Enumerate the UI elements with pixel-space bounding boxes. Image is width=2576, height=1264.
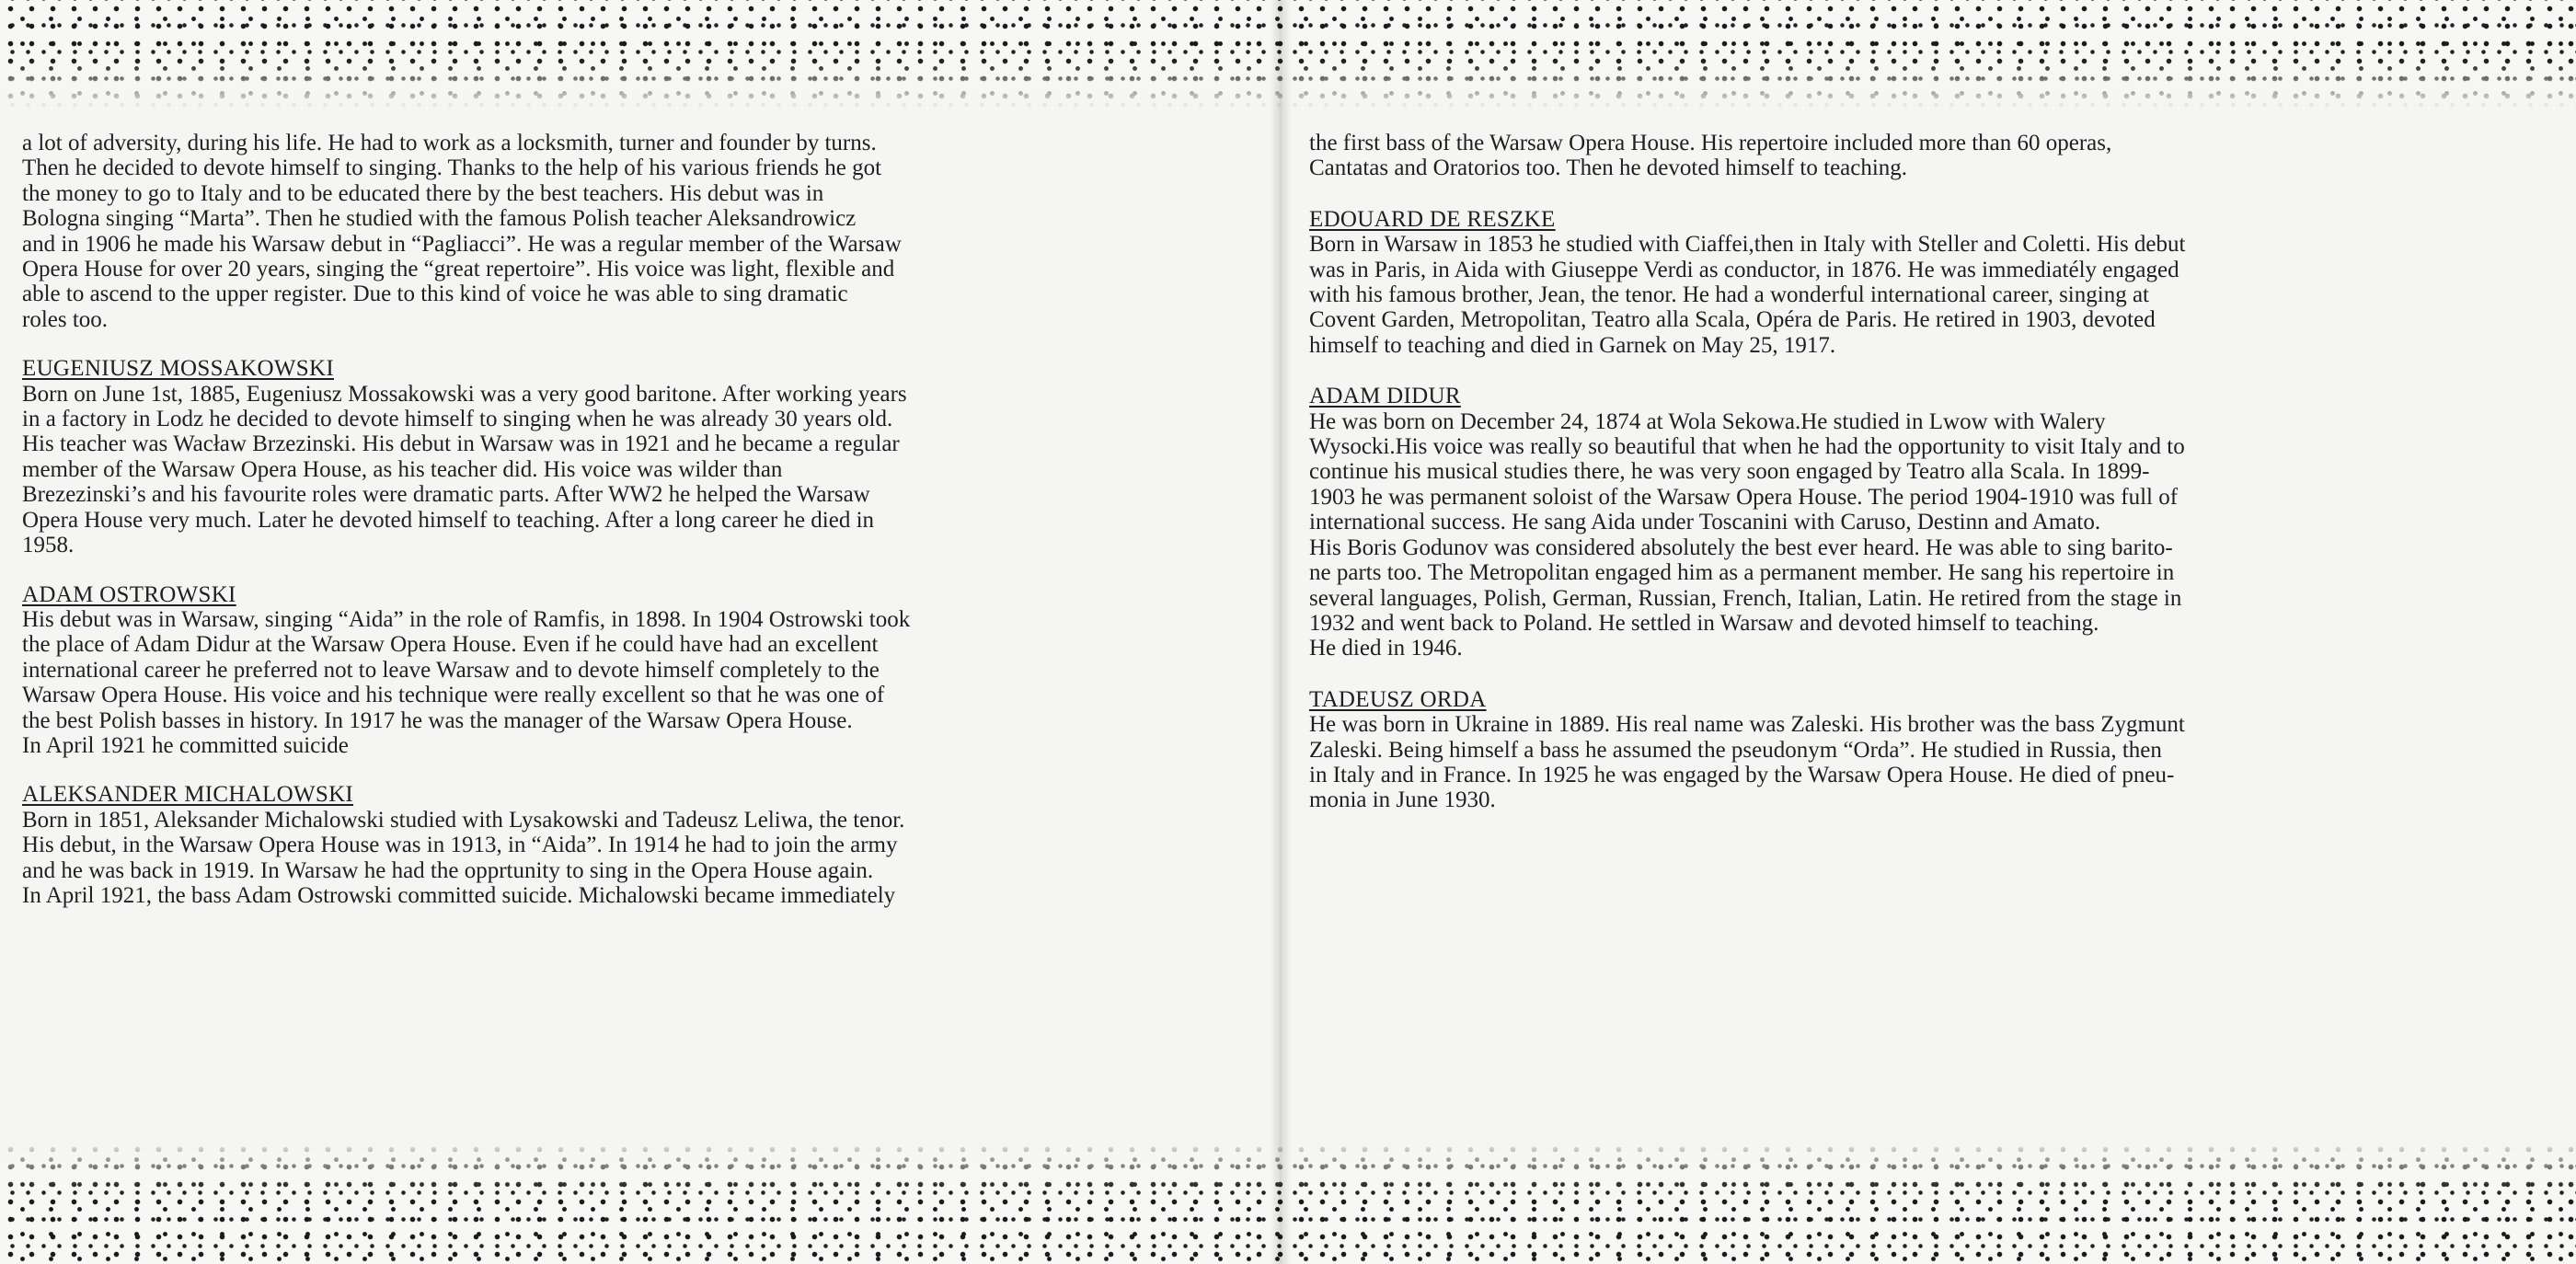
right-page [1309,131,2501,813]
right-intro-paragraph: the first bass of the Warsaw Opera House. His repertoire included more than 60 operas, Cantatas and Oratorios too. Then he devoted himself to teaching. [1309,131,2112,181]
bio-heading: EUGENIUSZ MOSSAKOWSKI [22,356,334,382]
bio-section-de-reszke [1309,207,2501,358]
bio-section-mossakowski [22,356,1214,557]
bio-heading: ALEKSANDER MICHALOWSKI [22,782,354,808]
bio-text: Born on June 1st, 1885, Eugeniusz Mossakowski was a very good baritone. After working years in a factory in Lodz he decided to devote himself to singing when he was already 30 years old. His teacher was Wacław Brzezinski. His debut in Warsaw was in 1921 and he became a regular member of the Warsaw Opera House, as his teacher did. His voice was wilder than Brezezinski’s and his favourite roles were dramatic parts. After WW2 he helped the Warsaw Opera House very much. Later he devoted himself to teaching. After a long career he died in 1958. [22,381,907,558]
bio-section-michalowski [22,782,1214,908]
left-intro-paragraph: a lot of adversity, during his life. He had to work as a locksmith, turner and founder by turns. Then he decided to devote himself to singing. Thanks to the help of his various friends he got the money to go to Italy and to be educated there by the best teachers. His debut was in Bologna singing “Marta”. Then he studied with the famous Polish teacher Aleksandrowicz and in 1906 he made his Warsaw debut in “Pagliacci”. He was a regular member of the Warsaw Opera House for over 20 years, singing the “great repertoire”. His voice was light, flexible and able to ascend to the upper register. Due to this kind of voice he was able to sing dramatic roles too. [22,131,902,332]
bio-section-orda [1309,687,2501,813]
bio-heading: ADAM OSTROWSKI [22,581,236,607]
left-page [22,131,1214,908]
bio-section-ostrowski [22,582,1214,759]
bio-text: His debut was in Warsaw, singing “Aida” in the role of Ramfis, in 1898. In 1904 Ostrowski took the place of Adam Didur at the Warsaw Opera House. Even if he could have had an excellent international career he preferred not to leave Warsaw and to devote himself completely to the Warsaw Opera House. His voice and his technique were really excellent so that he was one of the best Polish basses in history. In 1917 he was the manager of the Warsaw Opera House. In April 1921 he committed suicide [22,606,911,758]
bio-text: Born in Warsaw in 1853 he studied with Ciaffei,then in Italy with Steller and Coletti. His debut was in Paris, in Aida with Giuseppe Verdi as conductor, in 1876. He was immediatély engaged with his famous brother, Jean, the tenor. He had a wonderful international career, singing at Covent Garden, Metropolitan, Teatro alla Scala, Opéra de Paris. He retired in 1903, devoted himself to teaching and died in Garnek on May 25, 1917. [1309,232,2186,358]
bio-text: He was born in Ukraine in 1889. His real name was Zaleski. His brother was the bass Zygmunt Zaleski. Being himself a bass he assumed the pseudonym “Orda”. He studied in Russia, then in Italy and in France. In 1925 he was engaged by the Warsaw Opera House. He died of pneu- monia in June 1930. [1309,712,2185,813]
page-fold [1270,0,1292,1264]
bio-heading: ADAM DIDUR [1309,384,1461,409]
bio-text: He was born on December 24, 1874 at Wola Sekowa.He studied in Lwow with Walery Wysocki.His voice was really so beautiful that when he had the opportunity to visit Italy and to continue his musical studies there, he was very soon engaged by Teatro alla Scala. In 1899- 1903 he was permanent soloist of the Warsaw Opera House. The period 1904-1910 was full of international success. He sang Aida under Toscanini with Caruso, Destinn and Amato. His Boris Godunov was considered absolutely the best ever heard. He was able to sing barito- ne parts too. The Metropolitan engaged him as a permanent member. He sang his repertoire in several languages, Polish, German, Russian, French, Italian, Latin. He retired from the stage in 1932 and went back to Poland. He settled in Warsaw and devoted himself to teaching. He died in 1946. [1309,408,2185,661]
bio-section-didur [1309,384,2501,661]
bio-heading: TADEUSZ ORDA [1309,686,1487,712]
bio-text: Born in 1851, Aleksander Michalowski studied with Lysakowski and Tadeusz Leliwa, the tenor. His debut, in the Warsaw Opera House was in 1913, in “Aida”. In 1914 he had to join the army and he was back in 1919. In Warsaw he had the opprtunity to sing in the Opera House again. In April 1921, the bass Adam Ostrowski committed suicide. Michalowski became immediately [22,807,905,908]
bio-heading: EDOUARD DE RESZKE [1309,206,1556,232]
